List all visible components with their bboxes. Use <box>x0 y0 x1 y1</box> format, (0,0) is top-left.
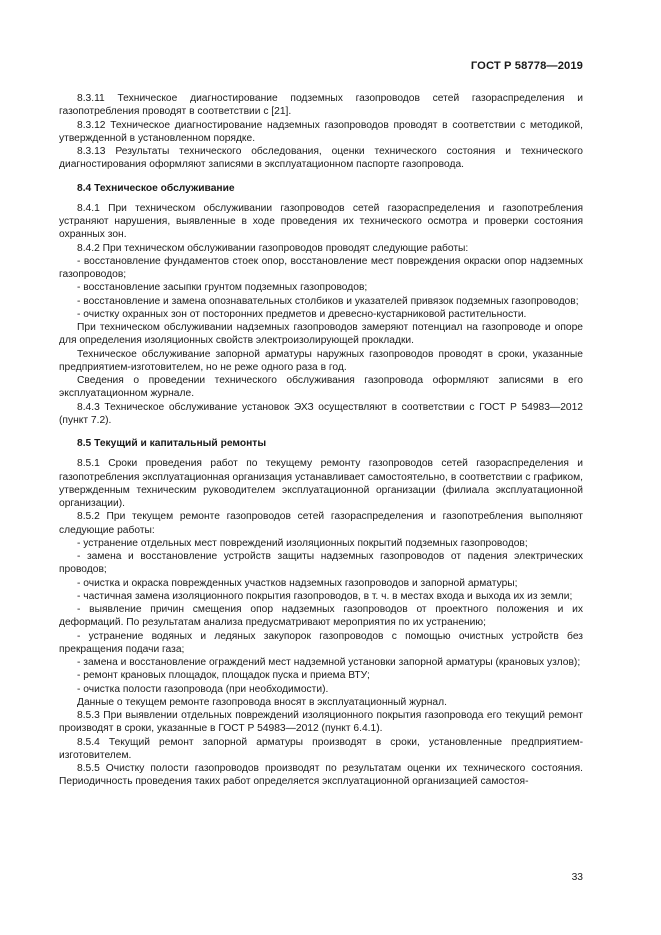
list-item: - частичная замена изоляционного покрытия газопроводов, в т. ч. в местах входа и выхода их из земли; <box>77 590 573 602</box>
page-content <box>59 92 583 789</box>
page-number: 33 <box>571 872 583 883</box>
paragraph: 8.5.5 Очистку полости газопроводов производят по результатам оценки их технического состояния. Периодичность проведения таких работ определяется эксплуатационной организацией самостоя- <box>59 763 583 788</box>
section-heading-8-5: 8.5 Текущий и капитальный ремонты <box>77 438 267 449</box>
list-item: - ремонт крановых площадок, площадок пуска и приема ВТУ; <box>77 670 370 682</box>
list-item: - замена и восстановление устройств защиты надземных газопроводов от падения электрических проводов; <box>59 551 583 576</box>
document-code-header: ГОСТ Р 58778—2019 <box>470 60 583 72</box>
paragraph: 8.4.1 При техническом обслуживании газопроводов сетей газораспределения и газопотребления устраняют нарушения, выявленные в ходе проведения их технического осмотра и проверки состояния охранных зон. <box>59 202 583 241</box>
paragraph: 8.3.13 Результаты технического обследования, оценки технического состояния и технического диагностирования оформляют записями в эксплуатационном паспорте газопровода. <box>59 146 583 171</box>
list-item: - очистка полости газопровода (при необходимости). <box>77 683 329 695</box>
list-item: - восстановление фундаментов стоек опор, восстановление мест повреждения окраски опор надземных газопроводов; <box>59 255 583 280</box>
paragraph: 8.5.1 Сроки проведения работ по текущему ремонту газопроводов сетей газораспределения и газопотребления эксплуатационная организация устанавливает самостоятельно, в соответствии с графиком, утвержденным техническим руководителем эксплуатационной организации (филиала эксплуатационной организации). <box>59 458 583 509</box>
paragraph: 8.3.11 Техническое диагностирование подземных газопроводов сетей газораспределения и газопотребления проводят в соответствии с [21]. <box>59 93 583 118</box>
list-item: - устранение отдельных мест повреждений изоляционных покрытий подземных газопроводов; <box>77 537 528 549</box>
list-item: - замена и восстановление ограждений мест надземной установки запорной арматуры (крановых узлов); <box>77 657 581 668</box>
paragraph: 8.5.4 Текущий ремонт запорной арматуры производят в сроки, установленные предприятием-изготовителем. <box>59 736 583 761</box>
list-item: - выявление причин смещения опор надземных газопроводов от проектного положения и их деформаций. По результатам анализа предусматривают мероприятия по их устранению; <box>59 604 583 629</box>
list-item: - устранение водяных и ледяных закупорок газопроводов с помощью очистных устройств без прекращения подачи газа; <box>59 630 583 655</box>
paragraph: Техническое обслуживание запорной арматуры наружных газопроводов проводят в сроки, указанные предприятием-изготовителем, но не реже одного раза в год. <box>59 348 583 373</box>
list-item: - очистку охранных зон от посторонних предметов и древесно-кустарниковой растительности. <box>77 308 527 320</box>
paragraph: 8.5.3 При выявлении отдельных повреждений изоляционного покрытия газопровода его текущий ремонт производят в сроки, указанные в ГОСТ Р 54983—2012 (пункт 6.4.1). <box>59 710 583 735</box>
paragraph: При техническом обслуживании надземных газопроводов замеряют потенциал на газопроводе и опоре для определения изоляционных свойств электроизолирующей прокладки. <box>59 322 583 347</box>
paragraph: 8.3.12 Техническое диагностирование надземных газопроводов проводят в соответствии с методикой, утвержденной в установленном порядке. <box>59 119 583 144</box>
list-item: - восстановление засыпки грунтом подземных газопроводов; <box>77 282 368 294</box>
paragraph: 8.5.2 При текущем ремонте газопроводов сетей газораспределения и газопотребления выполняют следующие работы: <box>59 511 583 536</box>
paragraph: 8.4.2 При техническом обслуживании газопроводов проводят следующие работы: <box>77 242 469 254</box>
paragraph: 8.4.3 Техническое обслуживание установок ЭХЗ осуществляют в соответствии с ГОСТ Р 54983—2012 (пункт 7.2). <box>59 401 583 426</box>
list-item: - восстановление и замена опознавательных столбиков и указателей привязок подземных газопроводов; <box>77 295 579 307</box>
paragraph: Данные о текущем ремонте газопровода вносят в эксплуатационный журнал. <box>77 696 447 708</box>
list-item: - очистка и окраска поврежденных участков надземных газопроводов и запорной арматуры; <box>77 577 518 589</box>
section-heading-8-4: 8.4 Техническое обслуживание <box>77 182 235 194</box>
paragraph: Сведения о проведении технического обслуживания газопровода оформляют записями в его эксплуатационном журнале. <box>59 375 583 400</box>
